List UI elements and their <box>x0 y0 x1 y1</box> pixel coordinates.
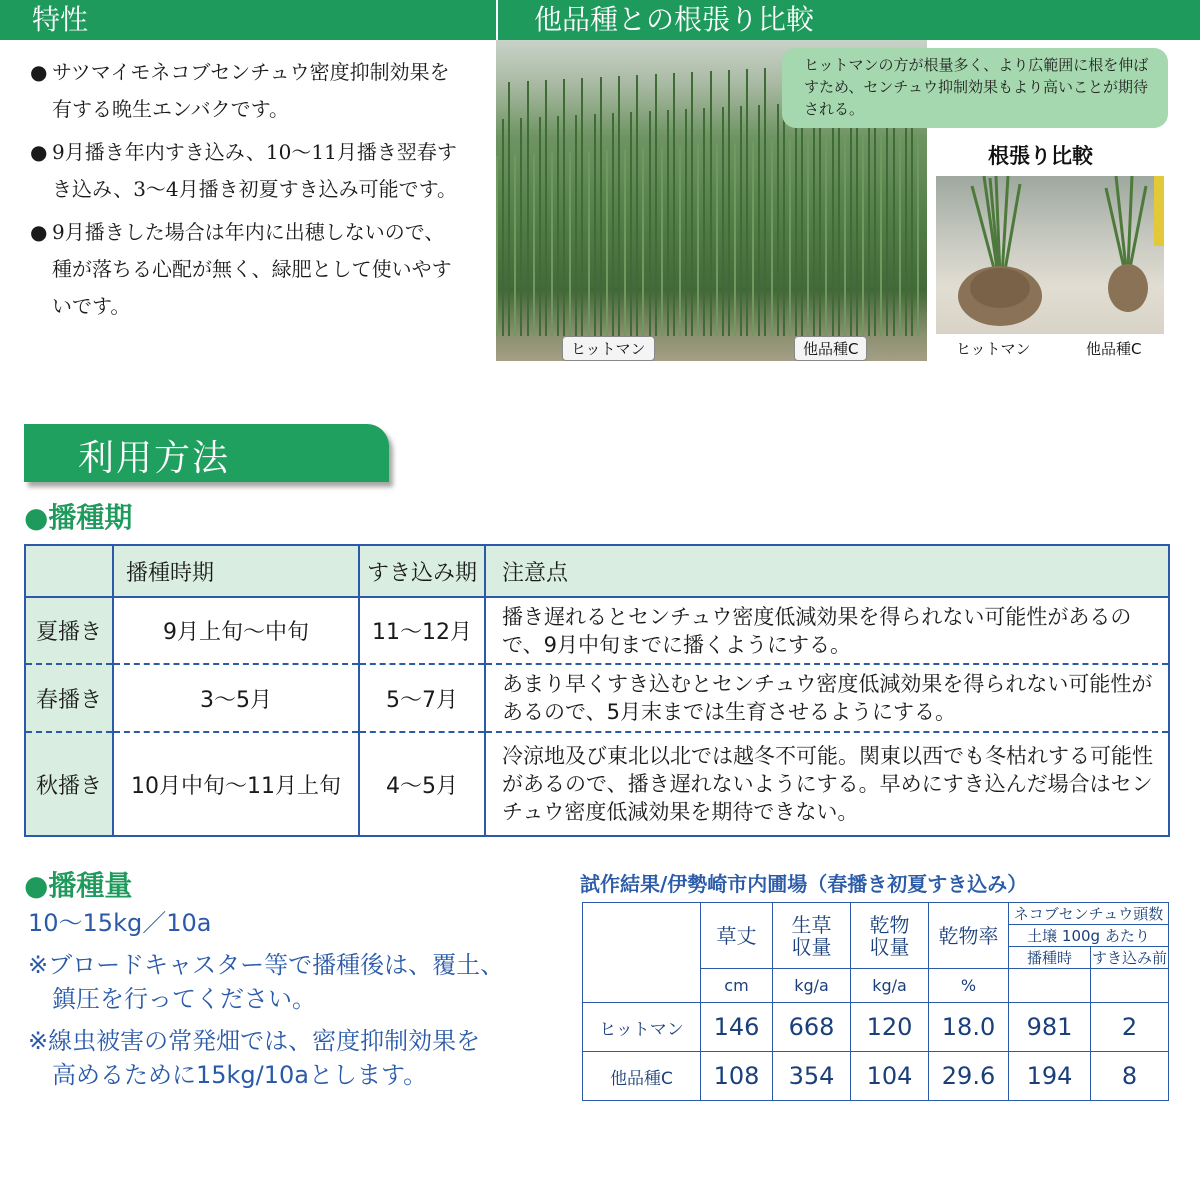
oat-stalk <box>752 142 754 336</box>
oat-stalk <box>514 155 516 336</box>
table-row <box>583 1003 1169 1052</box>
oat-stalk <box>563 79 565 336</box>
sowing-table <box>24 544 1170 837</box>
oat-stalk <box>624 149 626 336</box>
oat-stalk <box>600 77 602 336</box>
oat-stalk <box>655 74 657 336</box>
oat-stalk <box>581 78 583 336</box>
table-row <box>25 664 1169 732</box>
oat-stalk <box>575 115 577 336</box>
oat-stalk <box>850 100 852 336</box>
table-row <box>583 1052 1169 1101</box>
trial-table <box>582 902 1169 1101</box>
unit-cell: kg/a <box>851 969 929 1003</box>
value-cell: 2 <box>1091 1003 1169 1052</box>
season-cell: 春播き <box>25 664 113 732</box>
unit-cell: kg/a <box>773 969 851 1003</box>
oat-stalk <box>789 140 791 336</box>
value-cell: 668 <box>773 1003 851 1052</box>
oat-stalk <box>673 73 675 336</box>
oat-stalk <box>697 145 699 336</box>
oat-stalk <box>685 109 687 336</box>
root-comparison-title: 根張り比較 <box>988 144 1093 168</box>
note-cell: 播き遅れるとセンチュウ密度低減効果を得られない可能性があるので、9月中旬までに播くようにする。 <box>485 597 1169 664</box>
header-before-plowing: すき込み前 <box>1091 947 1169 969</box>
oat-stalk <box>496 156 498 336</box>
sow-cell: 9月上旬〜中旬 <box>113 597 359 664</box>
oat-stalk <box>618 76 620 336</box>
oat-stalk <box>710 71 712 336</box>
seed-rate-value: 10〜15kg／10a <box>28 909 212 937</box>
oat-stalk <box>533 154 535 336</box>
sowing-table-header <box>25 545 1169 597</box>
oat-stalk <box>557 116 559 336</box>
oat-stalk <box>545 80 547 336</box>
oat-stalk <box>844 137 846 336</box>
season-cell: 秋播き <box>25 732 113 836</box>
table-row <box>25 732 1169 836</box>
bullet-icon: ● <box>30 140 48 164</box>
oat-stalk <box>825 138 827 336</box>
oat-stalk <box>771 141 773 336</box>
hitman-leaves <box>972 176 1020 276</box>
sowing-period-heading: ●播種期 <box>24 501 133 534</box>
header-empty <box>25 545 113 597</box>
seed-rate-note-1: ※ブロードキャスター等で播種後は、覆土、 鎮圧を行ってください。 <box>28 951 505 1013</box>
value-cell: 8 <box>1091 1052 1169 1101</box>
oat-stalk <box>520 118 522 336</box>
feature-item-1: ● サツマイモネコブセンチュウ密度抑制効果を 有する晩生エンバクです。 <box>30 54 480 128</box>
bullet-icon: ● <box>30 60 48 84</box>
comparison-note: ヒットマンの方が根量多く、より広範囲に根を伸ばすため、センチュウ抑制効果もより高いことが期待される。 <box>782 48 1168 128</box>
season-cell: 夏播き <box>25 597 113 664</box>
variety-name: ヒットマン <box>583 1003 701 1052</box>
oat-stalk <box>612 113 614 336</box>
header-at-sowing: 播種時 <box>1009 947 1091 969</box>
oat-stalk <box>691 72 693 336</box>
oat-stalk <box>661 147 663 336</box>
variety-name: 他品種C <box>583 1052 701 1101</box>
oat-stalk <box>807 139 809 336</box>
value-cell: 146 <box>701 1003 773 1052</box>
sow-cell: 10月中旬〜11月上旬 <box>113 732 359 836</box>
oat-stalk <box>734 143 736 336</box>
value-cell: 120 <box>851 1003 929 1052</box>
oat-stalk <box>508 82 510 336</box>
oat-stalk <box>905 97 907 336</box>
value-cell: 354 <box>773 1052 851 1101</box>
ruler <box>1154 176 1164 246</box>
root-label-other: 他品種C <box>1086 340 1142 358</box>
other-leaves <box>1106 176 1146 268</box>
note-cell: 冷涼地及び東北以北では越冬不可能。関東以西でも冬枯れする可能性があるので、播き遅れないようにする。早めにすき込んだ場合はセンチュウ密度低減効果を期待できない。 <box>502 744 1153 824</box>
plow-cell: 4〜5月 <box>359 732 485 836</box>
oat-stalk <box>746 69 748 336</box>
root-illustration <box>936 176 1164 334</box>
oat-stalk <box>740 106 742 336</box>
seed-rate-heading: ●播種量 <box>24 869 133 902</box>
header-notes: 注意点 <box>485 545 1169 597</box>
oat-stalk <box>728 70 730 336</box>
value-cell: 18.0 <box>929 1003 1009 1052</box>
seed-rate-note-2: ※線虫被害の常発畑では、密度抑制効果を 高めるために15kg/10aとします。 <box>28 1027 481 1089</box>
plow-cell: 11〜12月 <box>359 597 485 664</box>
oat-stalk <box>813 102 815 336</box>
oat-stalk <box>606 150 608 336</box>
value-cell: 108 <box>701 1052 773 1101</box>
header-sow-time: 播種時期 <box>113 545 359 597</box>
feature-item-3: ● 9月播きした場合は年内に出穂しないので、 種が落ちる心配が無く、緑肥として使いやす いです。 <box>30 214 480 325</box>
unit-cell <box>1009 969 1091 1003</box>
other-roots <box>1108 264 1148 312</box>
oat-stalk <box>795 103 797 336</box>
bullet-icon: ● <box>30 220 48 244</box>
value-cell: 104 <box>851 1052 929 1101</box>
oat-stalk <box>594 114 596 336</box>
usage-section-tab <box>24 424 389 482</box>
comparison-header: 他品種との根張り比較 <box>498 0 1200 40</box>
value-cell: 194 <box>1009 1052 1091 1101</box>
oat-stalk <box>832 101 834 336</box>
oat-stalk <box>649 111 651 336</box>
note-cell: あまり早くすき込むとセンチュウ密度低減効果を得られない可能性があるので、5月末までは生育させるようにする。 <box>485 664 1169 732</box>
value-cell: 981 <box>1009 1003 1091 1052</box>
oat-stalk <box>551 153 553 336</box>
oat-stalk <box>569 152 571 336</box>
oat-stalk <box>539 117 541 336</box>
header-plow-time: すき込み期 <box>359 545 485 597</box>
feature-item-2: ● 9月播き年内すき込み、10〜11月播き翌春す き込み、3〜4月播き初夏すき込み可能です。 <box>30 134 480 208</box>
sow-cell: 3〜5月 <box>113 664 359 732</box>
oat-stalk <box>502 119 504 336</box>
oat-stalk <box>703 108 705 336</box>
oat-stalk <box>886 98 888 336</box>
trial-title: 試作結果/伊勢崎市内圃場（春播き初夏すき込み） <box>580 872 1028 896</box>
photo-label-other: 他品種C <box>794 336 867 361</box>
header-nematode-count: ネコブセンチュウ頭数 土壌 100g あたり <box>1009 903 1169 947</box>
oat-stalk <box>630 112 632 336</box>
oat-stalk <box>899 134 901 336</box>
oat-stalk <box>862 136 864 336</box>
oat-stalk <box>679 146 681 336</box>
oat-stalk <box>722 107 724 336</box>
trial-header-empty <box>583 903 701 1003</box>
oat-stalk <box>777 104 779 336</box>
oat-stalk <box>764 68 766 336</box>
oat-stalk <box>758 105 760 336</box>
root-comparison-photo <box>936 176 1164 334</box>
header-dry-yield: 乾物 収量 <box>851 903 929 969</box>
photo-label-hitman: ヒットマン <box>562 336 655 361</box>
header-height: 草丈 <box>701 903 773 969</box>
usage-title: 利用方法 <box>78 438 231 479</box>
oat-stalk <box>527 81 529 336</box>
oat-stalk <box>868 99 870 336</box>
features-header: 特性 <box>0 0 496 40</box>
table-row <box>25 597 1169 664</box>
oat-stalk <box>917 133 919 336</box>
unit-cell <box>1091 969 1169 1003</box>
header-fresh-yield: 生草 収量 <box>773 903 851 969</box>
unit-cell: % <box>929 969 1009 1003</box>
header-dry-rate: 乾物率 <box>929 903 1009 969</box>
oat-stalk <box>642 148 644 336</box>
unit-cell: cm <box>701 969 773 1003</box>
oat-stalk <box>588 151 590 336</box>
oat-stalk <box>636 75 638 336</box>
oat-stalk <box>716 144 718 336</box>
oat-stalk <box>667 110 669 336</box>
plow-cell: 5〜7月 <box>359 664 485 732</box>
root-label-hitman: ヒットマン <box>956 340 1031 358</box>
oat-stalk <box>880 135 882 336</box>
value-cell: 29.6 <box>929 1052 1009 1101</box>
